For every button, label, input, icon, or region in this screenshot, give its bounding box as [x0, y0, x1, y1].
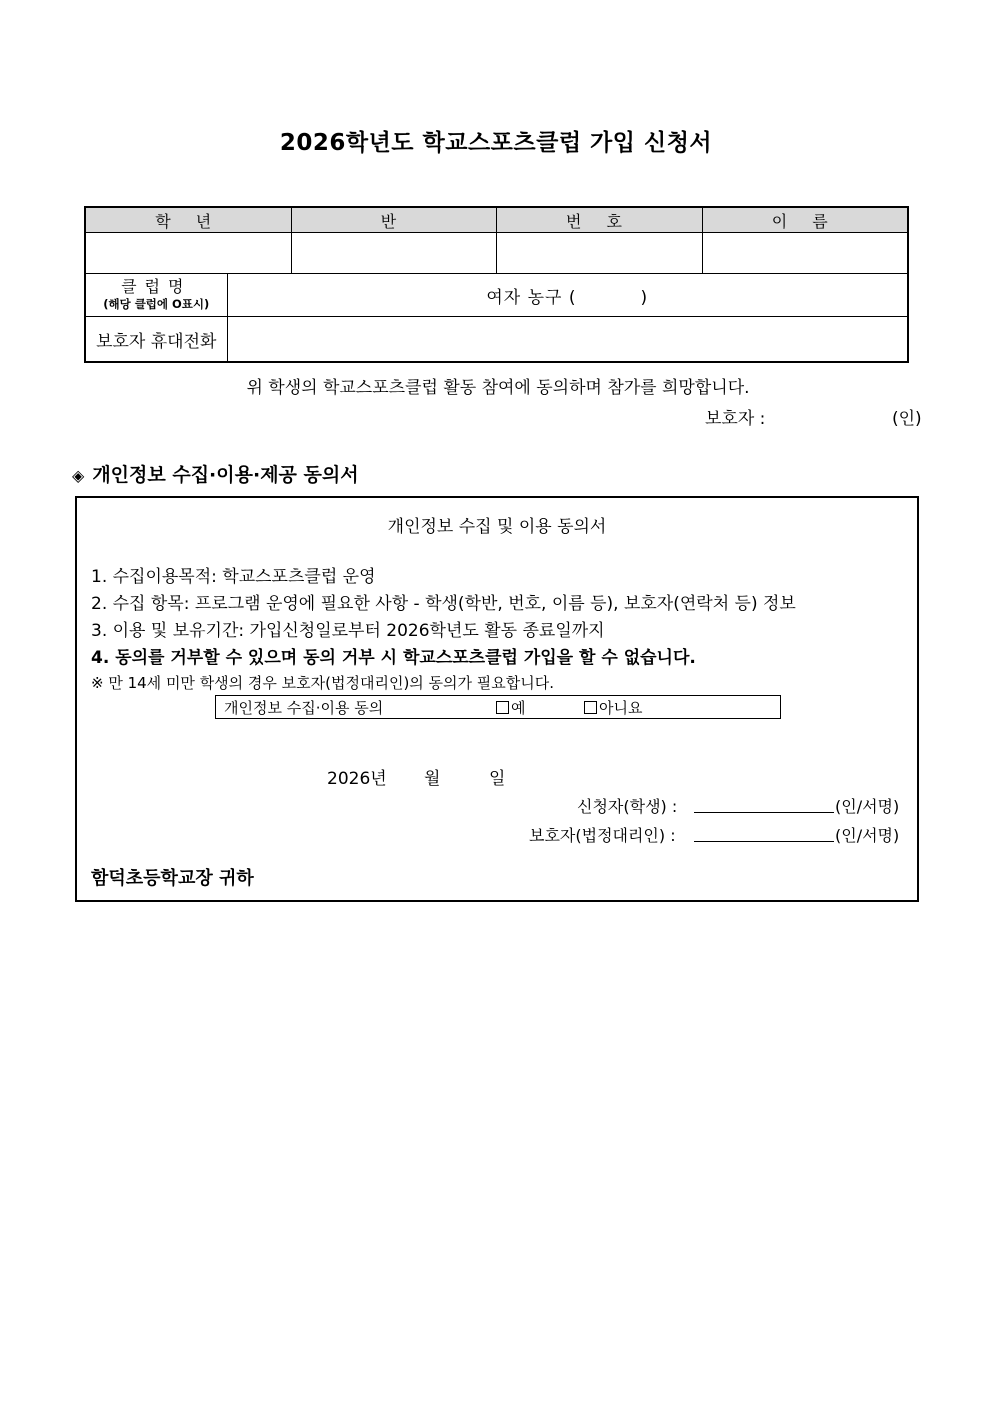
privacy-box-title: 개인정보 수집 및 이용 동의서	[387, 517, 607, 537]
checkbox-icon[interactable]	[496, 701, 509, 714]
privacy-item-purpose: 1. 수집이용목적: 학교스포츠클럽 운영	[91, 567, 376, 587]
privacy-consent-box	[75, 496, 919, 902]
privacy-item-refusal: 4. 동의를 거부할 수 있으며 동의 거부 시 학교스포츠클럽 가입을 할 수 없습니다.	[91, 648, 696, 668]
privacy-item-retention: 3. 이용 및 보유기간: 가입신청일로부터 2026학년도 활동 종료일까지	[91, 621, 605, 641]
applicant-signature-line[interactable]	[694, 812, 834, 813]
header-grade: 학 년	[85, 207, 291, 233]
guardian-signature-label: 보호자 :	[705, 409, 766, 429]
agree-yes-label: 예	[511, 699, 526, 717]
privacy-section-title: 개인정보 수집·이용·제공 동의서	[92, 464, 359, 486]
addressee: 함덕초등학교장 귀하	[91, 868, 254, 889]
guardian-signature-line[interactable]	[694, 841, 834, 842]
class-field[interactable]	[291, 233, 496, 274]
header-name: 이 름	[702, 207, 908, 233]
club-sublabel: (해당 클럽에 O표시)	[103, 297, 210, 311]
applicant-suffix: (인/서명)	[835, 797, 900, 816]
diamond-icon: ◈	[72, 466, 85, 485]
privacy-note: ※ 만 14세 미만 학생의 경우 보호자(법정대리인)의 동의가 필요합니다.	[91, 674, 555, 692]
privacy-section-heading	[72, 460, 359, 487]
grade-field[interactable]	[85, 233, 291, 274]
agree-label: 개인정보 수집·이용 동의	[224, 699, 384, 717]
checkbox-icon[interactable]	[584, 701, 597, 714]
privacy-agree-row	[215, 695, 781, 719]
form-title: 2026학년도 학교스포츠클럽 가입 신청서	[279, 130, 713, 156]
club-option: 여자 농구 ( )	[486, 287, 649, 308]
name-field[interactable]	[702, 233, 908, 274]
applicant-info-table	[84, 206, 909, 363]
applicant-label: 신청자(학생) :	[577, 797, 678, 816]
date-day: 일	[489, 769, 506, 789]
guardian-legal-suffix: (인/서명)	[835, 826, 900, 845]
privacy-item-fields: 2. 수집 항목: 프로그램 운영에 필요한 사항 - 학생(학반, 번호, 이름 등), 보호자(연락처 등) 정보	[91, 594, 796, 614]
header-number: 번 호	[496, 207, 702, 233]
guardian-legal-label: 보호자(법정대리인) :	[529, 826, 676, 845]
date-month: 월	[424, 769, 441, 789]
guardian-phone-field[interactable]	[227, 317, 908, 363]
consent-statement: 위 학생의 학교스포츠클럽 활동 참여에 동의하며 참가를 희망합니다.	[246, 378, 750, 398]
number-field[interactable]	[496, 233, 702, 274]
guardian-phone-label: 보호자 휴대전화	[85, 317, 227, 363]
club-label: 클럽명	[121, 277, 192, 296]
header-class: 반	[291, 207, 496, 233]
date-year: 2026년	[327, 769, 387, 789]
club-label-cell	[85, 274, 227, 317]
agree-no-label: 아니요	[599, 699, 643, 717]
guardian-seal: (인)	[892, 409, 922, 429]
agree-no-option[interactable]	[584, 697, 642, 718]
agree-yes-option[interactable]	[496, 697, 526, 718]
club-value-cell[interactable]	[227, 274, 908, 317]
